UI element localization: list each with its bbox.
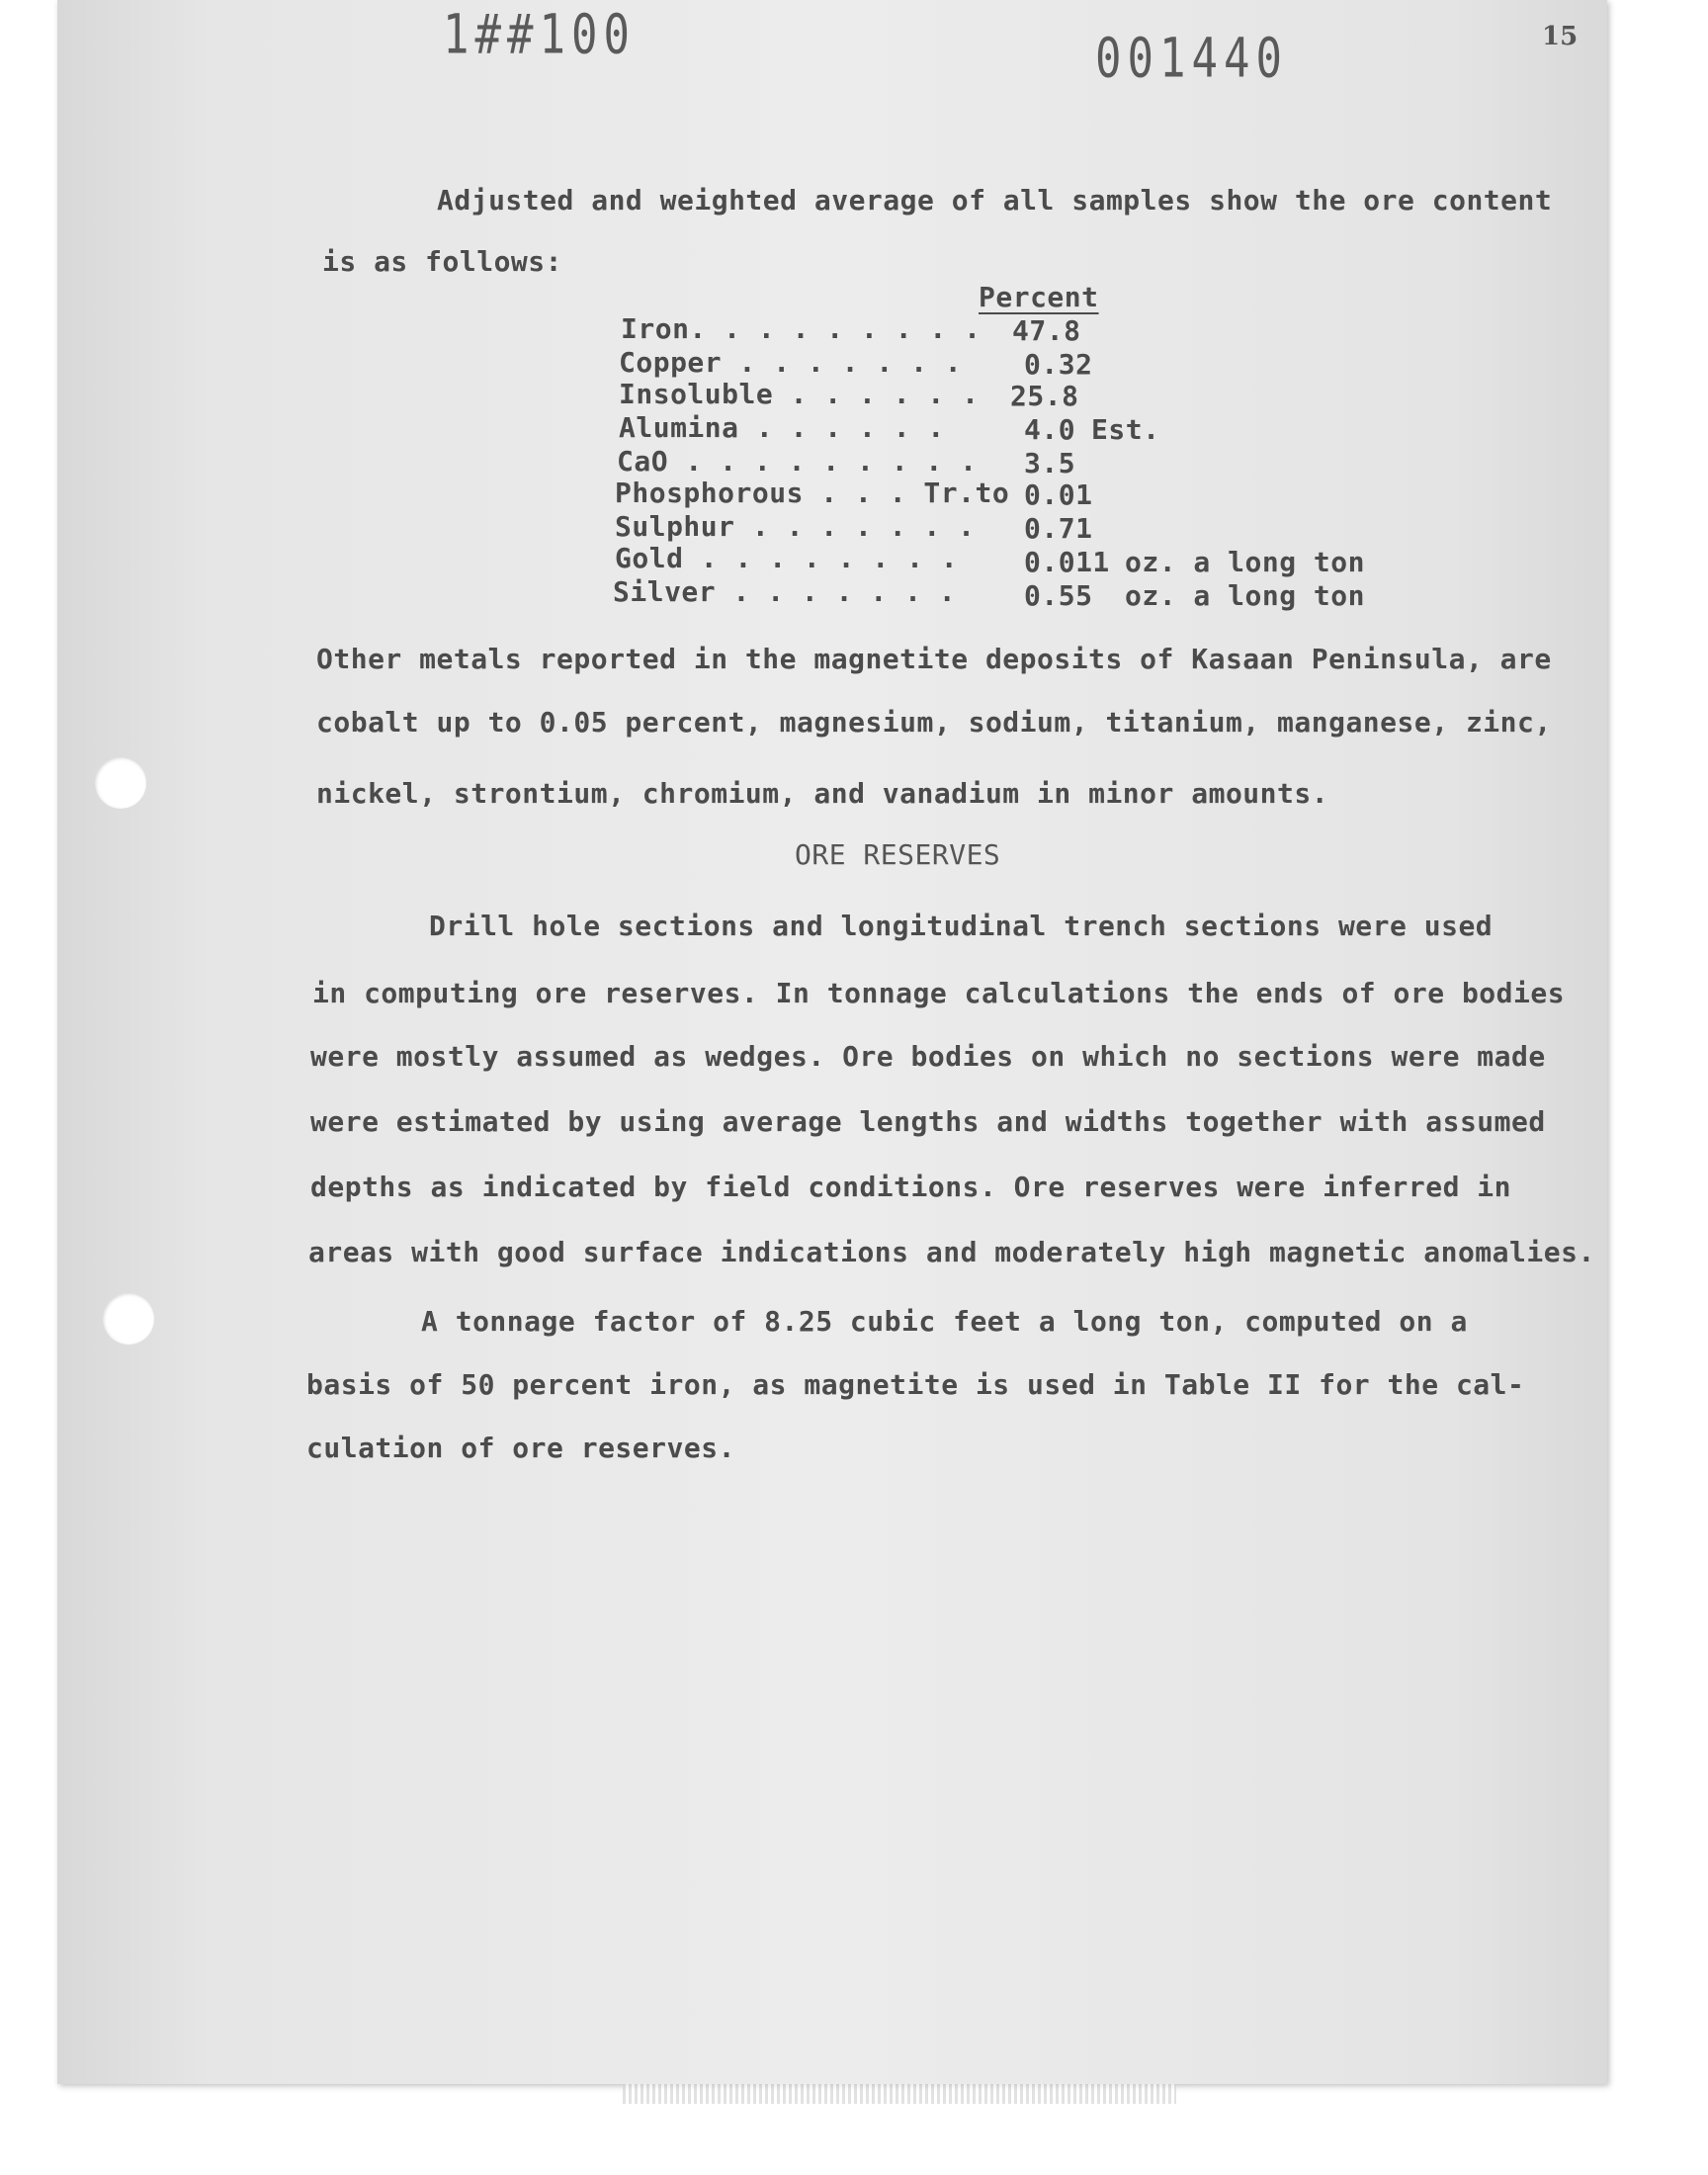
table-row-value: 3.5 [1024,447,1076,479]
other-metals-line-3: nickel, strontium, chromium, and vanadium in minor amounts. [316,777,1329,810]
table-row-element: Phosphorous . . . Tr.to [615,477,1010,509]
page-number: 15 [1542,22,1579,51]
section-heading: ORE RESERVES [795,838,1001,871]
table-row-note: Est. [1091,413,1160,446]
table-row-value: 0.71 [1024,512,1093,545]
table-row-value: 0.01 [1024,478,1093,511]
paragraph-1-line-1: Drill hole sections and longitudinal trench sections were used [429,910,1494,942]
table-row-element: Insoluble . . . . . . [619,378,980,410]
paragraph-1-line-5: depths as indicated by field conditions. Ore reserves were inferred in [310,1171,1512,1203]
table-row-value: 4.0 [1024,413,1076,446]
other-metals-line-1: Other metals reported in the magnetite deposits of Kasaan Peninsula, are [316,643,1552,675]
paragraph-1-line-2: in computing ore reserves. In tonnage calculations the ends of ore bodies [312,977,1566,1009]
percent-column-header: Percent [979,281,1099,313]
table-row-note: oz. a long ton [1125,579,1366,612]
table-row-element: CaO . . . . . . . . . [617,445,978,478]
table-row-element: Silver . . . . . . . [613,575,957,608]
paper-bottom-edge [623,2084,1176,2104]
other-metals-line-2: cobalt up to 0.05 percent, magnesium, sodium, titanium, manganese, zinc, [316,706,1552,739]
table-row-value: 0.55 [1024,579,1093,612]
punch-hole-bottom [103,1293,154,1345]
paragraph-2-line-2: basis of 50 percent iron, as magnetite is used in Table II for the cal- [306,1368,1525,1401]
paragraph-1-line-4: were estimated by using average lengths and widths together with assumed [310,1105,1546,1138]
table-row-element: Copper . . . . . . . [619,346,963,379]
table-row-value: 0.32 [1024,348,1093,381]
table-row-element: Gold . . . . . . . . [615,542,959,574]
punch-hole-top [95,757,146,809]
table-row-element: Sulphur . . . . . . . [615,510,976,543]
table-row-value: 47.8 [1012,314,1081,347]
intro-line-2: is as follows: [322,245,563,278]
paragraph-1-line-6: areas with good surface indications and moderately high magnetic anomalies. [308,1236,1595,1268]
stamp-left: 1##100 [443,3,636,67]
intro-line-1: Adjusted and weighted average of all samples show the ore content [437,184,1553,217]
paragraph-2-line-3: culation of ore reserves. [306,1432,735,1464]
table-row-note: oz. a long ton [1125,546,1366,578]
table-row-value: 25.8 [1010,380,1079,412]
paragraph-1-line-3: were mostly assumed as wedges. Ore bodies on which no sections were made [310,1040,1546,1073]
stamp-document-number: 001440 [1095,27,1288,91]
paragraph-2-line-1: A tonnage factor of 8.25 cubic feet a long ton, computed on a [421,1305,1468,1338]
table-row-value: 0.011 [1024,546,1110,578]
table-row-element: Alumina . . . . . . [619,411,945,444]
table-row-element: Iron. . . . . . . . . [621,312,982,345]
